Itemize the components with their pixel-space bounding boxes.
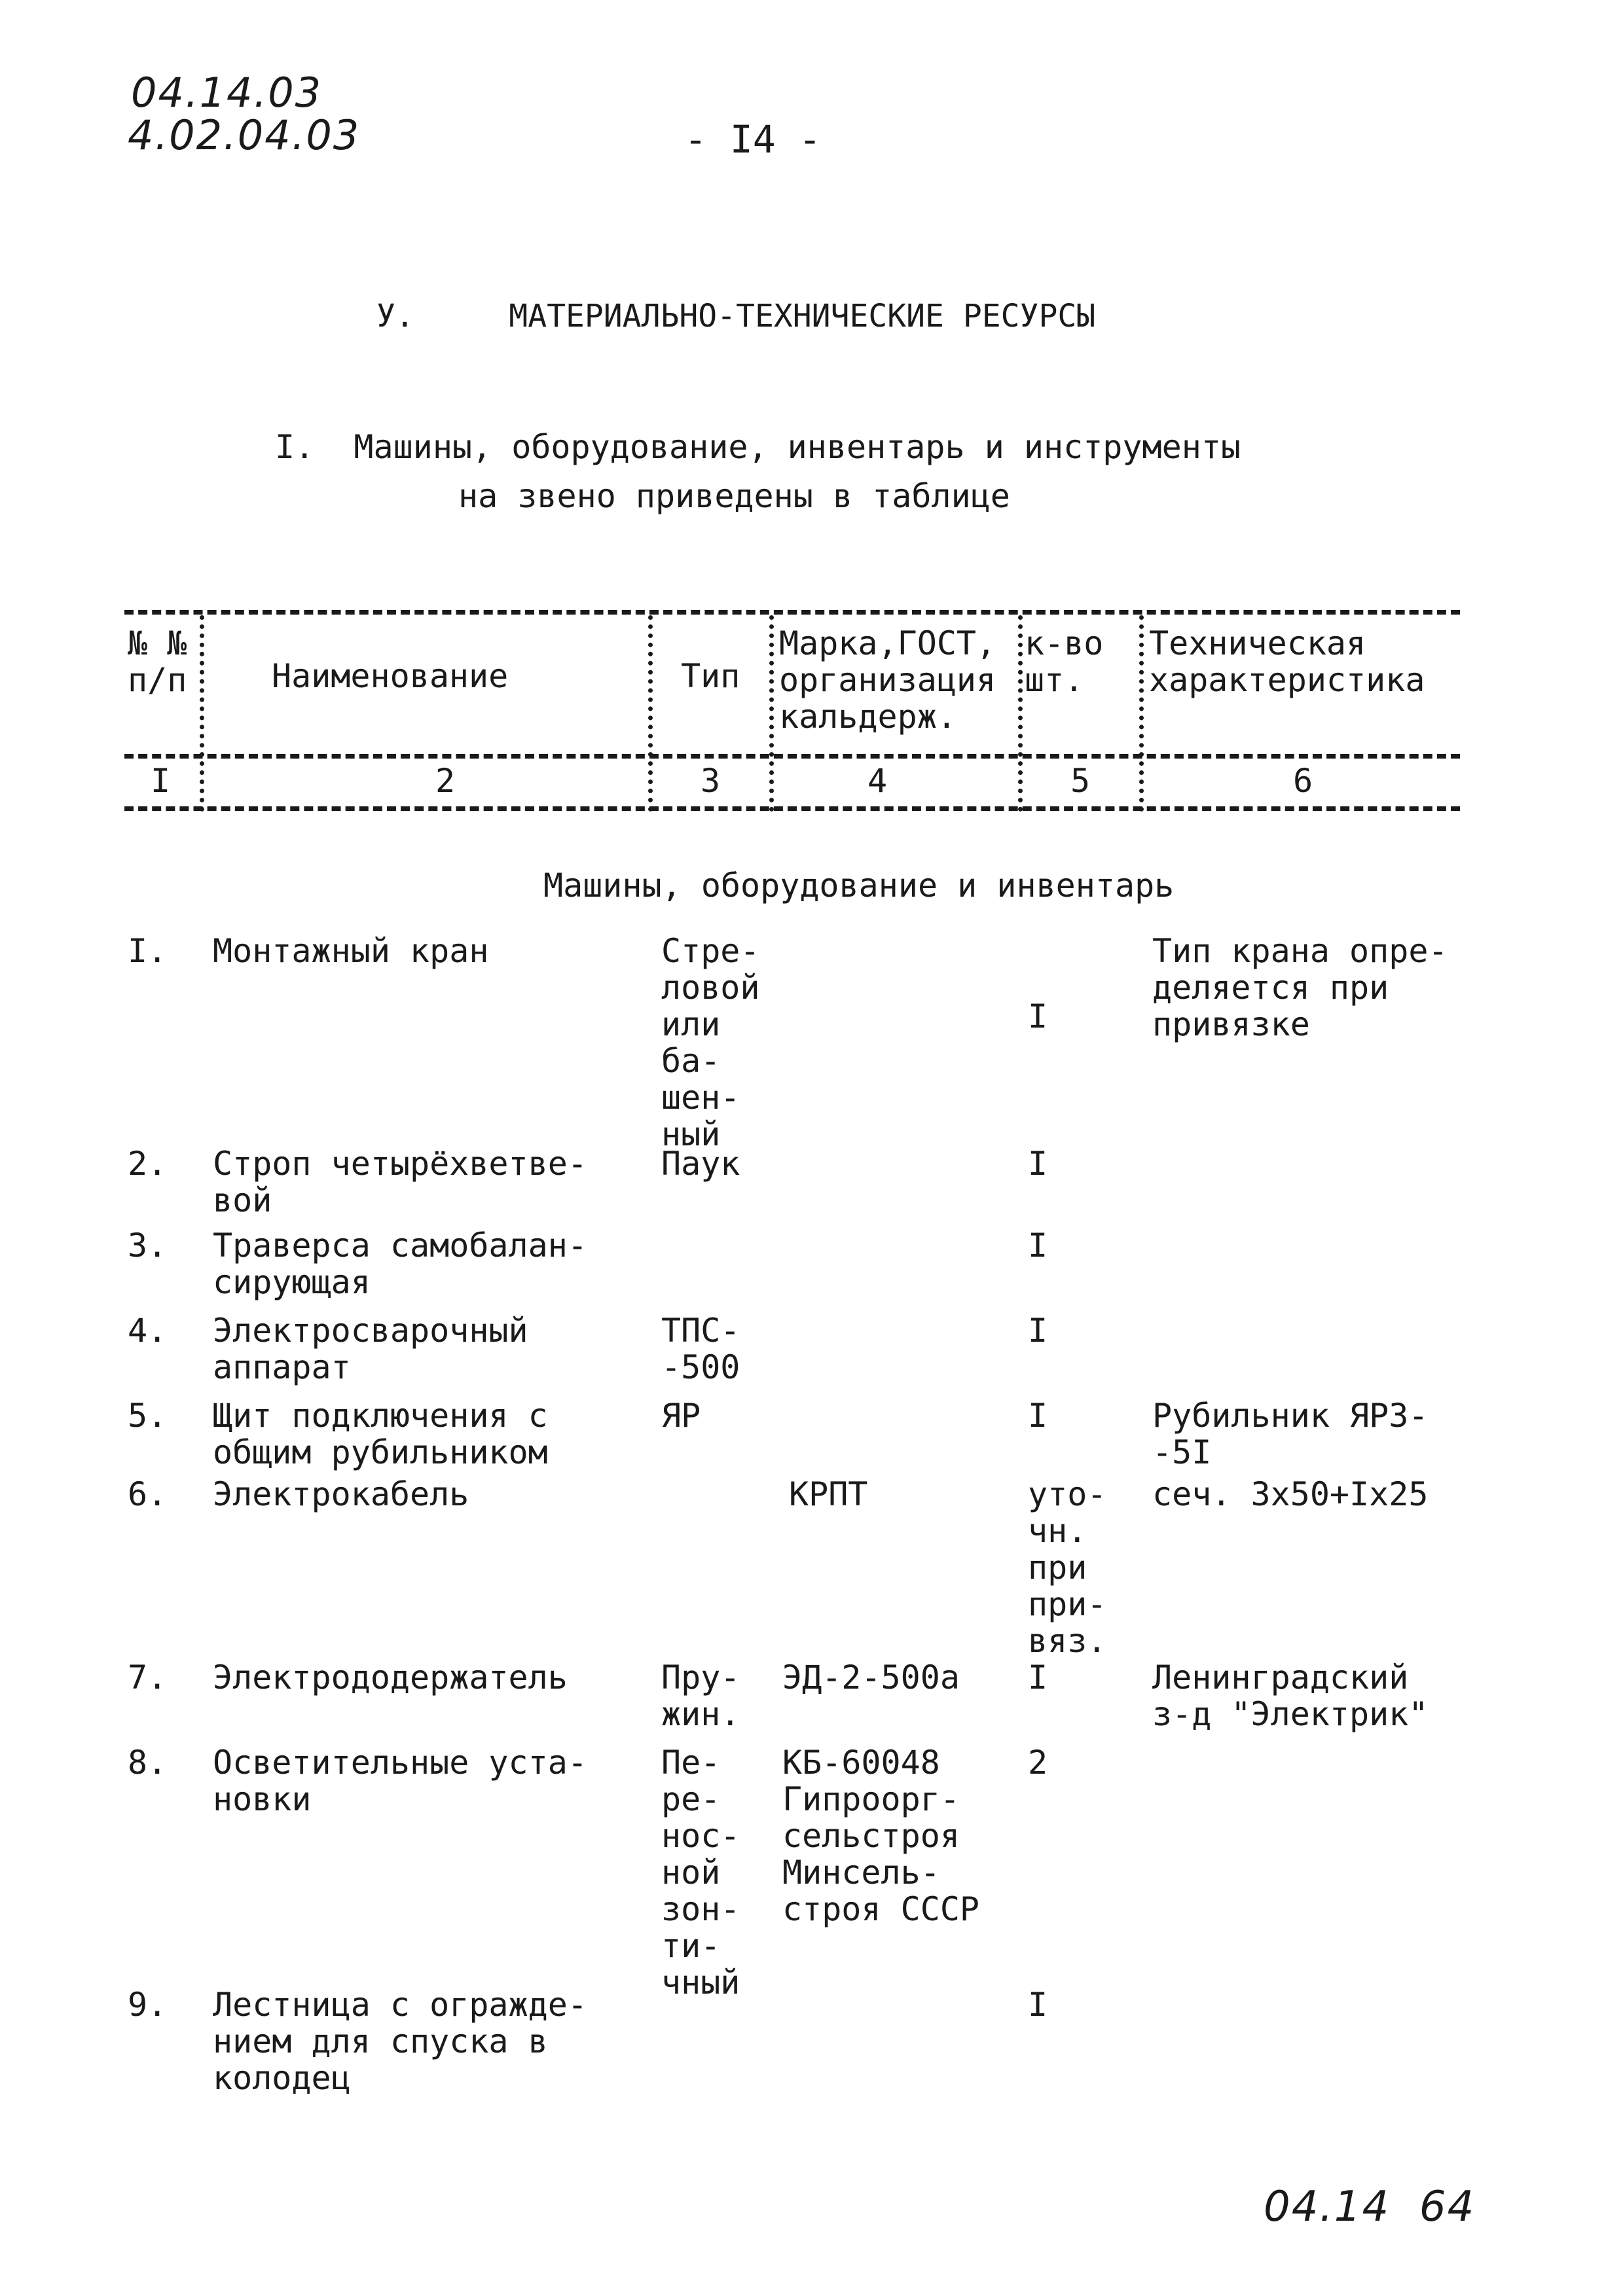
row-type: Пе- ре- нос- ной зон- ти- чный bbox=[661, 1744, 740, 2001]
row-qty: I bbox=[1028, 1986, 1048, 2024]
row-name: Электросварочный аппарат bbox=[213, 1312, 528, 1386]
header-col-number: № № п/п bbox=[128, 624, 187, 699]
header-top-rule bbox=[124, 610, 1460, 615]
row-name: Строп четырёхветве- вой bbox=[213, 1145, 587, 1219]
row-qty: I bbox=[1028, 1312, 1048, 1350]
header-col-mark: Марка,ГОСТ, организация кальдерж. bbox=[779, 624, 996, 736]
column-separator-2 bbox=[648, 615, 653, 812]
row-number: 6. bbox=[128, 1475, 168, 1513]
row-qty: I bbox=[1028, 1659, 1048, 1696]
handwritten-code-2: 4.02.04.03 bbox=[128, 111, 361, 159]
header-col-spec: Техническая характеристика bbox=[1149, 624, 1425, 699]
row-mark: ЭД-2-500а bbox=[782, 1659, 960, 1696]
row-type: Стре- ловой или ба- шен- ный bbox=[661, 932, 760, 1153]
handwritten-code-1: 04.14.03 bbox=[131, 69, 323, 117]
row-name: Монтажный кран bbox=[213, 932, 489, 970]
header-bottom-rule bbox=[124, 806, 1460, 811]
row-mark: КБ-60048 Гипроорг- сельстроя Минсель- строя СССР bbox=[782, 1744, 980, 1928]
column-separator-1 bbox=[200, 615, 204, 812]
row-name: Электрододержатель bbox=[213, 1659, 568, 1696]
header-col-name: Наименование bbox=[272, 657, 509, 695]
row-name: Осветительные уста- новки bbox=[213, 1744, 587, 1818]
row-qty: I bbox=[1028, 997, 1048, 1035]
column-separator-3 bbox=[769, 615, 774, 812]
column-separator-5 bbox=[1139, 615, 1144, 812]
section-heading: У. МАТЕРИАЛЬНО-ТЕХНИЧЕСКИЕ РЕСУРСЫ bbox=[376, 298, 1096, 334]
row-number: 7. bbox=[128, 1659, 168, 1696]
column-number-6: 6 bbox=[1293, 762, 1313, 800]
row-qty: I bbox=[1028, 1145, 1048, 1183]
row-qty: 2 bbox=[1028, 1744, 1048, 1782]
intro-line-1: I. Машины, оборудование, инвентарь и инструменты bbox=[275, 428, 1241, 466]
row-qty: I bbox=[1028, 1397, 1048, 1435]
header-col-type: Тип bbox=[681, 657, 740, 695]
column-number-3: 3 bbox=[701, 762, 721, 800]
row-number: 5. bbox=[128, 1397, 168, 1435]
row-name: Лестница с огражде- нием для спуска в колодец bbox=[213, 1986, 587, 2097]
column-number-1: I bbox=[151, 762, 171, 800]
row-spec: Ленинградский з-д "Электрик" bbox=[1152, 1659, 1429, 1733]
column-number-2: 2 bbox=[435, 762, 456, 800]
intro-line-2: на звено приведены в таблице bbox=[458, 477, 1010, 515]
column-number-4: 4 bbox=[867, 762, 888, 800]
row-spec: Рубильник ЯРЗ- -5I bbox=[1152, 1397, 1429, 1471]
row-spec: Тип крана опре- деляется при привязке bbox=[1152, 932, 1448, 1043]
column-separator-4 bbox=[1018, 615, 1023, 812]
row-qty: I bbox=[1028, 1227, 1048, 1265]
column-number-5: 5 bbox=[1070, 762, 1091, 800]
row-type: ЯР bbox=[661, 1397, 701, 1435]
row-number: I. bbox=[128, 932, 168, 970]
subsection-title: Машины, оборудование и инвентарь bbox=[543, 867, 1175, 905]
row-name: Электрокабель bbox=[213, 1475, 469, 1513]
row-name: Траверса самобалан- сирующая bbox=[213, 1227, 587, 1301]
header-mid-rule bbox=[124, 754, 1460, 759]
row-type: ТПС- -500 bbox=[661, 1312, 740, 1386]
row-type: Паук bbox=[661, 1145, 740, 1183]
header-col-qty: к-во шт. bbox=[1025, 624, 1104, 699]
row-number: 8. bbox=[128, 1744, 168, 1782]
page-number: - I4 - bbox=[684, 117, 822, 162]
row-number: 4. bbox=[128, 1312, 168, 1350]
row-type: Пру- жин. bbox=[661, 1659, 740, 1733]
row-number: 9. bbox=[128, 1986, 168, 2024]
row-number: 2. bbox=[128, 1145, 168, 1183]
row-name: Щит подключения с общим рубильником bbox=[213, 1397, 548, 1471]
row-qty: уто- чн. при при- вяз. bbox=[1028, 1475, 1107, 1660]
handwritten-footer-note: 04.14 64 bbox=[1264, 2183, 1476, 2231]
row-spec: сеч. 3х50+Iх25 bbox=[1152, 1475, 1429, 1513]
row-mark: КРПТ bbox=[789, 1475, 868, 1513]
row-number: 3. bbox=[128, 1227, 168, 1265]
